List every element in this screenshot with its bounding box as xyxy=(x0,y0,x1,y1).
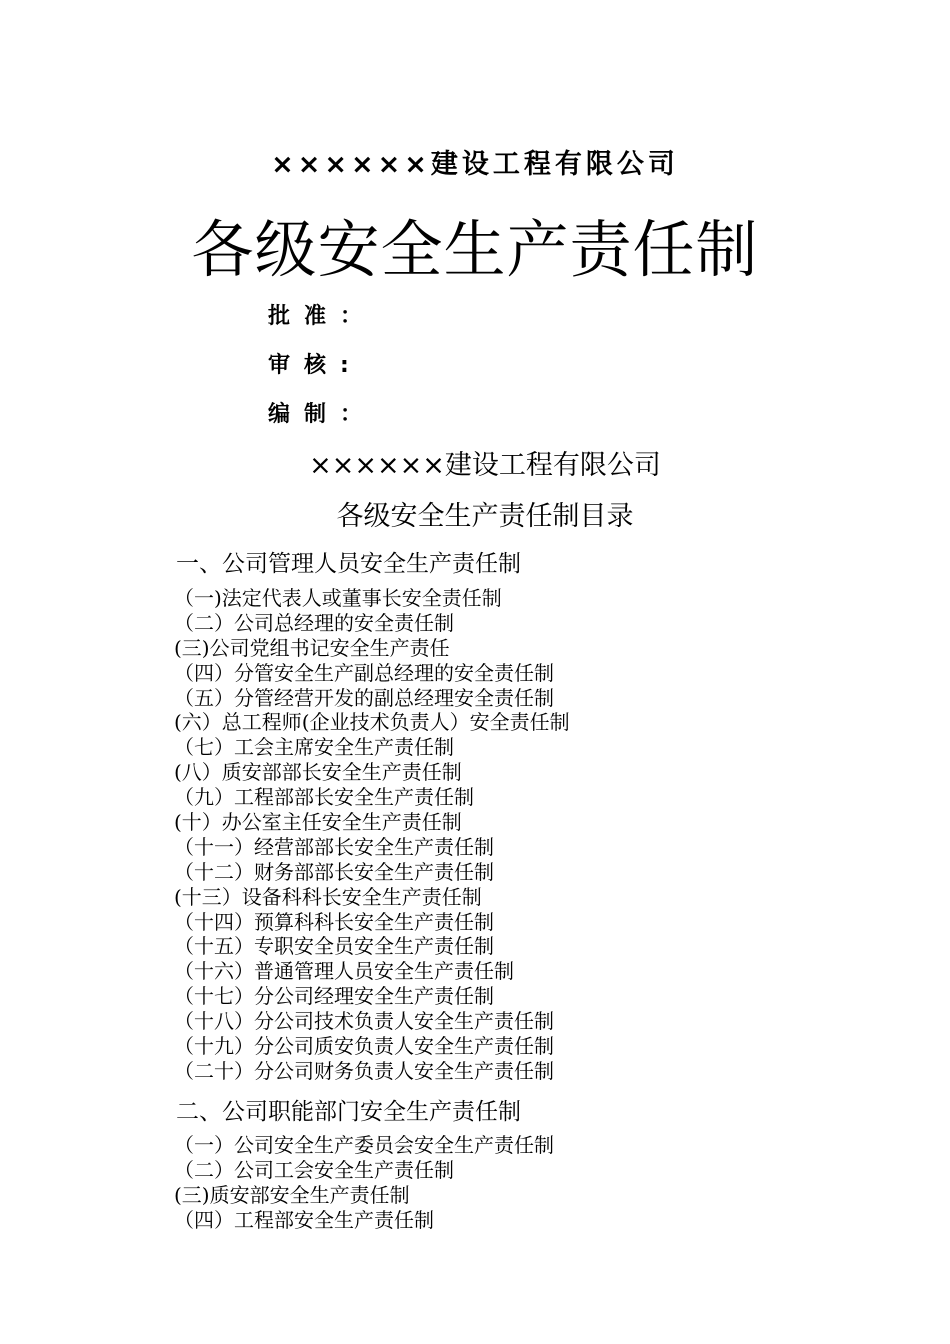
toc-item: （十五）专职安全员安全生产责任制 xyxy=(174,934,494,959)
toc-item: （十八）分公司技术负责人安全生产责任制 xyxy=(174,1009,554,1034)
toc-item: (八）质安部部长安全生产责任制 xyxy=(174,760,462,785)
toc-item: （二）公司工会安全生产责任制 xyxy=(174,1157,454,1182)
toc-list-management xyxy=(174,586,570,1084)
toc-item: （十一）经营部部长安全生产责任制 xyxy=(174,834,494,859)
toc-item: （十七）分公司经理安全生产责任制 xyxy=(174,984,494,1009)
company-name-header: ××××××建设工程有限公司 xyxy=(271,149,679,180)
toc-item: （十二）财务部部长安全生产责任制 xyxy=(174,859,494,884)
compile-field xyxy=(268,397,362,428)
approve-label: 批准 xyxy=(268,304,341,329)
toc-item: (六）总工程师(企业技术负责人）安全责任制 xyxy=(174,710,570,735)
section-heading-management: 一、公司管理人员安全生产责任制 xyxy=(176,551,521,577)
toc-item: （七）工会主席安全生产责任制 xyxy=(174,735,454,760)
approve-colon: ： xyxy=(340,304,363,329)
toc-item: （二十）分公司财务负责人安全生产责任制 xyxy=(174,1058,554,1083)
toc-item: (三)公司党组书记安全生产责任 xyxy=(174,635,450,660)
compile-label: 编制 xyxy=(268,402,341,427)
toc-item: （十九）分公司质安负责人安全生产责任制 xyxy=(174,1034,554,1059)
toc-item: (十三）设备科科长安全生产责任制 xyxy=(174,884,482,909)
review-colon: : xyxy=(340,353,349,378)
toc-company-name: ××××××建设工程有限公司 xyxy=(309,450,661,481)
toc-item: （五）分管经营开发的副总经理安全责任制 xyxy=(174,685,554,710)
toc-item: （二）公司总经理的安全责任制 xyxy=(174,610,454,635)
toc-item: （十四）预算科科长安全生产责任制 xyxy=(174,909,494,934)
approve-field xyxy=(268,299,362,330)
toc-item: （十六）普通管理人员安全生产责任制 xyxy=(174,959,514,984)
toc-title: 各级安全生产责任制目录 xyxy=(336,501,634,532)
toc-item: （四）工程部安全生产责任制 xyxy=(174,1207,434,1232)
compile-colon: ： xyxy=(340,402,363,427)
toc-list-departments xyxy=(174,1133,554,1233)
toc-item: （四）分管安全生产副总经理的安全责任制 xyxy=(174,660,554,685)
review-label: 审核 xyxy=(268,353,341,378)
document-title: 各级安全生产责任制 xyxy=(191,213,759,286)
toc-item: （一)法定代表人或董事长安全责任制 xyxy=(174,586,502,610)
toc-item: (十）办公室主任安全生产责任制 xyxy=(174,810,462,835)
toc-item: (三)质安部安全生产责任制 xyxy=(174,1182,410,1207)
toc-item: （九）工程部部长安全生产责任制 xyxy=(174,785,474,810)
section-heading-departments: 二、公司职能部门安全生产责任制 xyxy=(176,1099,521,1125)
review-field xyxy=(268,348,349,379)
toc-item: （一）公司安全生产委员会安全生产责任制 xyxy=(174,1133,554,1157)
